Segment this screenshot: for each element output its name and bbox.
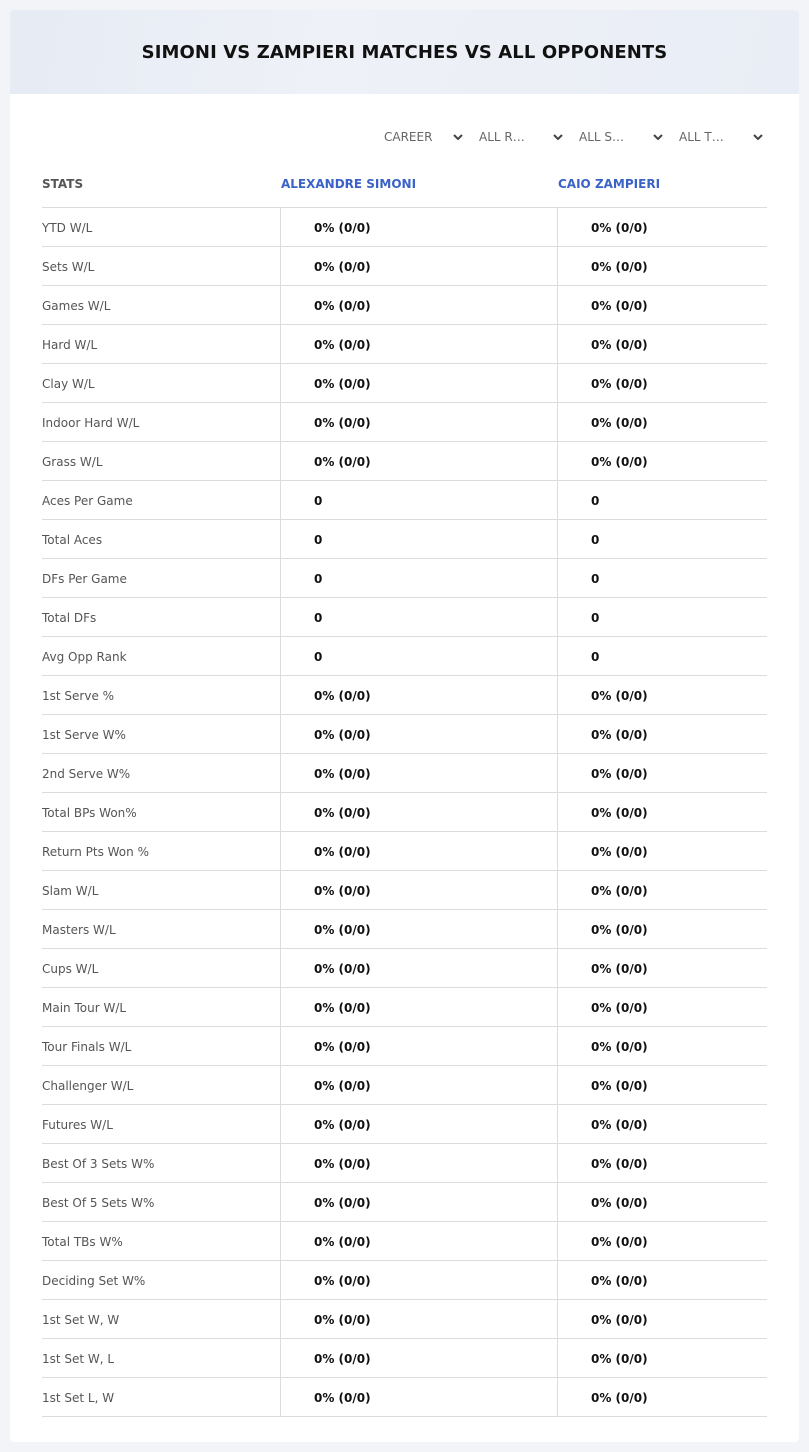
table-row (42, 1105, 767, 1144)
stat-label: Return Pts Won % (42, 844, 149, 859)
chevron-down-icon (552, 131, 564, 143)
table-row (42, 208, 767, 247)
player2-stat-value: 0% (0/0) (557, 1066, 767, 1105)
player2-stat-value: 0% (0/0) (557, 988, 767, 1027)
player2-stat-value: 0% (0/0) (557, 364, 767, 403)
table-row (42, 559, 767, 598)
table-row (42, 1027, 767, 1066)
filter-bar (10, 126, 799, 148)
stat-label: Total TBs W% (42, 1234, 123, 1249)
player2-stat-value: 0% (0/0) (557, 949, 767, 988)
table-row (42, 286, 767, 325)
player2-stat-value: 0 (557, 520, 767, 559)
table-row (42, 637, 767, 676)
stat-label: 1st Set W, L (42, 1351, 115, 1366)
table-row (42, 715, 767, 754)
table-row (42, 676, 767, 715)
stat-label: Best Of 5 Sets W% (42, 1195, 155, 1210)
chevron-down-icon (752, 131, 764, 143)
stat-label: Grass W/L (42, 454, 103, 469)
table-row (42, 520, 767, 559)
card-header (10, 10, 799, 94)
player2-stat-value: 0% (0/0) (557, 1183, 767, 1222)
table-row (42, 793, 767, 832)
player2-stat-value: 0% (0/0) (557, 910, 767, 949)
player1-stat-value: 0% (0/0) (280, 871, 557, 910)
player1-stat-value: 0% (0/0) (280, 676, 557, 715)
filter-label: CAREER (384, 130, 433, 144)
table-row (42, 1339, 767, 1378)
player1-stat-value: 0% (0/0) (280, 715, 557, 754)
stat-label: Deciding Set W% (42, 1273, 146, 1288)
filter-label: ALL T… (679, 130, 724, 144)
stat-label: 1st Serve % (42, 688, 115, 703)
player2-stat-value: 0% (0/0) (557, 871, 767, 910)
player2-stat-value: 0% (0/0) (557, 715, 767, 754)
player1-stat-value: 0% (0/0) (280, 1378, 557, 1417)
table-row (42, 247, 767, 286)
chevron-down-icon (652, 131, 664, 143)
player1-stat-value: 0% (0/0) (280, 910, 557, 949)
player1-stat-value: 0% (0/0) (280, 949, 557, 988)
table-row (42, 1300, 767, 1339)
player2-stat-value: 0% (0/0) (557, 1144, 767, 1183)
player1-stat-value: 0% (0/0) (280, 442, 557, 481)
player2-stat-value: 0 (557, 559, 767, 598)
player2-stat-value: 0% (0/0) (557, 1027, 767, 1066)
table-row (42, 1183, 767, 1222)
table-row (42, 403, 767, 442)
player1-stat-value: 0% (0/0) (280, 208, 557, 247)
table-row (42, 988, 767, 1027)
stat-label: Avg Opp Rank (42, 649, 127, 664)
player2-stat-value: 0% (0/0) (557, 832, 767, 871)
player1-stat-value: 0% (0/0) (280, 286, 557, 325)
player1-stat-value: 0% (0/0) (280, 1144, 557, 1183)
table-row (42, 1066, 767, 1105)
player2-stat-value: 0% (0/0) (557, 754, 767, 793)
table-row (42, 910, 767, 949)
filter-career-dropdown[interactable] (384, 126, 464, 148)
chevron-down-icon (452, 131, 464, 143)
player2-stat-value: 0% (0/0) (557, 208, 767, 247)
table-header (42, 160, 767, 208)
player2-stat-value: 0% (0/0) (557, 1105, 767, 1144)
stat-label: Challenger W/L (42, 1078, 134, 1093)
player2-stat-value: 0% (0/0) (557, 247, 767, 286)
table-row (42, 832, 767, 871)
player2-stat-value: 0% (0/0) (557, 442, 767, 481)
player2-stat-value: 0% (0/0) (557, 1378, 767, 1417)
stat-label: 1st Set L, W (42, 1390, 115, 1405)
player2-stat-value: 0% (0/0) (557, 676, 767, 715)
player1-stat-value: 0% (0/0) (280, 754, 557, 793)
table-row (42, 442, 767, 481)
player1-stat-value: 0 (280, 598, 557, 637)
player1-stat-value: 0% (0/0) (280, 325, 557, 364)
player1-stat-value: 0% (0/0) (280, 1222, 557, 1261)
table-row (42, 949, 767, 988)
stat-label: 1st Set W, W (42, 1312, 120, 1327)
stat-label: DFs Per Game (42, 571, 127, 586)
player1-stat-value: 0% (0/0) (280, 1339, 557, 1378)
player1-stat-value: 0% (0/0) (280, 247, 557, 286)
table-row (42, 1222, 767, 1261)
player2-stat-value: 0 (557, 598, 767, 637)
stat-label: Clay W/L (42, 376, 95, 391)
table-row (42, 871, 767, 910)
stat-label: Games W/L (42, 298, 111, 313)
table-row (42, 1378, 767, 1417)
player1-stat-value: 0% (0/0) (280, 1183, 557, 1222)
player1-stat-value: 0% (0/0) (280, 1300, 557, 1339)
filter-label: ALL R… (479, 130, 525, 144)
table-row (42, 481, 767, 520)
table-row (42, 325, 767, 364)
player1-stat-value: 0 (280, 481, 557, 520)
player2-stat-value: 0% (0/0) (557, 325, 767, 364)
column-header-player2-link[interactable]: CAIO ZAMPIERI (558, 177, 661, 191)
stat-label: Slam W/L (42, 883, 99, 898)
stat-label: Cups W/L (42, 961, 99, 976)
stat-label: Total Aces (42, 532, 103, 547)
page-title: SIMONI VS ZAMPIERI MATCHES VS ALL OPPONENTS (141, 41, 668, 63)
stats-card (10, 10, 799, 1442)
stat-label: Best Of 3 Sets W% (42, 1156, 155, 1171)
filter-label: ALL S… (579, 130, 625, 144)
table-row (42, 364, 767, 403)
stat-label: YTD W/L (42, 220, 93, 235)
player1-stat-value: 0% (0/0) (280, 988, 557, 1027)
table-row (42, 754, 767, 793)
player1-stat-value: 0% (0/0) (280, 1261, 557, 1300)
stat-label: Total BPs Won% (42, 805, 137, 820)
stat-label: Indoor Hard W/L (42, 415, 140, 430)
table-row (42, 1261, 767, 1300)
stat-label: Tour Finals W/L (42, 1039, 132, 1054)
player1-stat-value: 0% (0/0) (280, 364, 557, 403)
stat-label: Hard W/L (42, 337, 98, 352)
table-row (42, 598, 767, 637)
stats-table (42, 160, 767, 1417)
table-row (42, 1144, 767, 1183)
player1-stat-value: 0 (280, 520, 557, 559)
player2-stat-value: 0% (0/0) (557, 286, 767, 325)
player2-stat-value: 0% (0/0) (557, 403, 767, 442)
player1-stat-value: 0 (280, 559, 557, 598)
player1-stat-value: 0% (0/0) (280, 403, 557, 442)
stat-label: 2nd Serve W% (42, 766, 131, 781)
player2-stat-value: 0% (0/0) (557, 1339, 767, 1378)
player1-stat-value: 0 (280, 637, 557, 676)
stat-label: 1st Serve W% (42, 727, 126, 742)
filter-round-dropdown[interactable] (479, 126, 564, 148)
player2-stat-value: 0 (557, 481, 767, 520)
player1-stat-value: 0% (0/0) (280, 793, 557, 832)
stat-label: Masters W/L (42, 922, 116, 937)
player1-stat-value: 0% (0/0) (280, 832, 557, 871)
player2-stat-value: 0% (0/0) (557, 793, 767, 832)
filter-surface-dropdown[interactable] (579, 126, 664, 148)
stat-label: Total DFs (42, 610, 97, 625)
stat-label: Futures W/L (42, 1117, 113, 1132)
player2-stat-value: 0% (0/0) (557, 1261, 767, 1300)
table-body (42, 208, 767, 1417)
filter-tournament-dropdown[interactable] (679, 126, 764, 148)
player1-stat-value: 0% (0/0) (280, 1066, 557, 1105)
stat-label: Sets W/L (42, 259, 95, 274)
stat-label: Main Tour W/L (42, 1000, 127, 1015)
column-header-player1-link[interactable]: ALEXANDRE SIMONI (281, 177, 417, 191)
player2-stat-value: 0 (557, 637, 767, 676)
player2-stat-value: 0% (0/0) (557, 1300, 767, 1339)
player2-stat-value: 0% (0/0) (557, 1222, 767, 1261)
player1-stat-value: 0% (0/0) (280, 1105, 557, 1144)
player1-stat-value: 0% (0/0) (280, 1027, 557, 1066)
stat-label: Aces Per Game (42, 493, 133, 508)
column-header-stats: STATS (42, 177, 84, 191)
